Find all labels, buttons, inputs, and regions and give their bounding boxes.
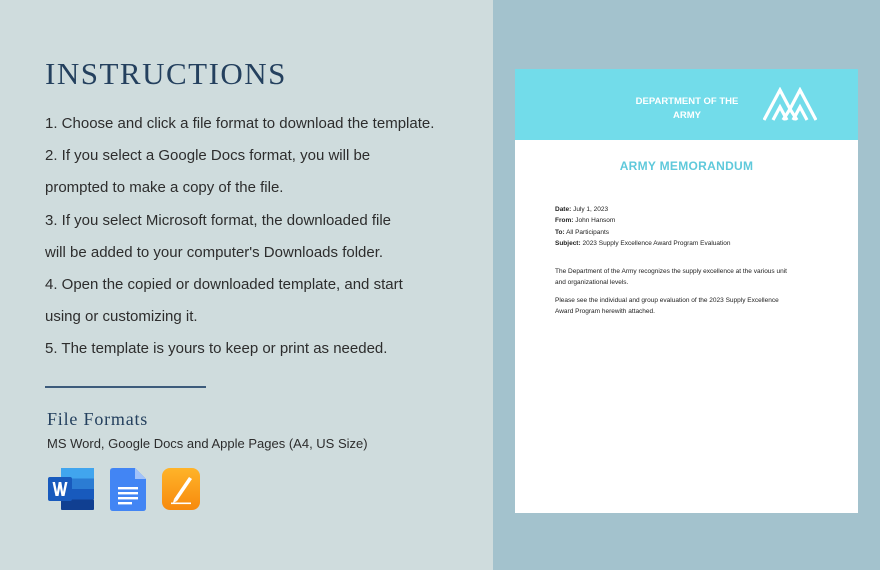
instruction-line: 5. The template is yours to keep or print as needed. — [45, 340, 388, 358]
memo-subject: Subject: 2023 Supply Excellence Award Program Evaluation — [555, 239, 731, 247]
memo-to: To: All Participants — [555, 228, 610, 236]
memo-date: Date: July 1, 2023 — [555, 206, 609, 213]
memorandum-preview — [515, 69, 858, 513]
document-header — [515, 69, 858, 140]
instruction-line: 3. If you select Microsoft format, the downloaded file — [45, 211, 392, 229]
memo-paragraph: The Department of the Army recognizes the supply excellence at the various unit and organizational levels. — [555, 268, 787, 287]
instruction-line: 1. Choose and click a file format to download the template. — [45, 115, 435, 132]
ms-word-icon[interactable] — [48, 468, 94, 510]
memo-title: ARMY MEMORANDUM — [619, 159, 754, 173]
department-name: DEPARTMENT OF THE ARMY — [635, 96, 739, 121]
file-formats-title: File Formats — [47, 409, 149, 429]
memo-from: From: John Hansom — [555, 217, 616, 225]
memo-body — [555, 266, 825, 323]
army-logo-icon — [763, 87, 817, 122]
apple-pages-icon[interactable] — [162, 468, 200, 510]
instructions-list — [45, 108, 485, 366]
instructions-title: INSTRUCTIONS — [45, 56, 287, 91]
instruction-line: 2. If you select a Google Docs format, you will be — [45, 147, 371, 165]
instruction-line: using or customizing it. — [45, 308, 198, 326]
instruction-line: will be added to your computer's Downloads folder. — [45, 243, 384, 261]
memo-paragraph: Please see the individual and group evaluation of the 2023 Supply Excellence Award Program herewith attached. — [555, 296, 779, 315]
instruction-line: prompted to make a copy of the file. — [45, 179, 284, 197]
instruction-line: 4. Open the copied or downloaded template, and start — [45, 276, 403, 294]
google-docs-icon[interactable] — [110, 468, 146, 511]
memo-details — [555, 204, 731, 249]
file-formats-description: MS Word, Google Docs and Apple Pages (A4, US Size) — [47, 436, 368, 451]
section-divider — [45, 386, 206, 388]
